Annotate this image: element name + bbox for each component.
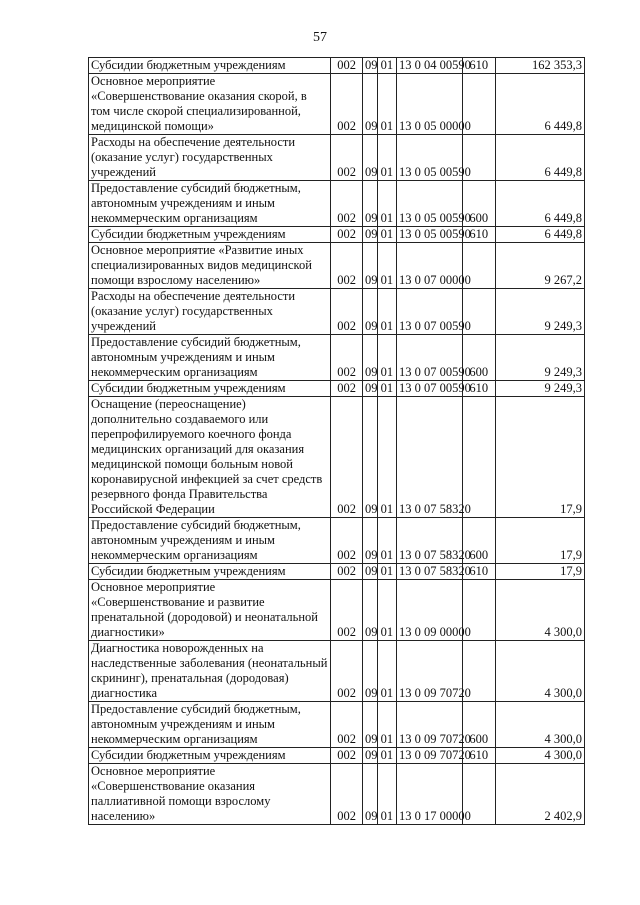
subsection-code-cell: 01 [377,289,396,335]
target-article-cell: 13 0 07 58320 [396,564,462,580]
amount-cell: 17,9 [495,397,584,518]
subsection-code-cell: 01 [377,135,396,181]
section-code-cell: 09 [363,243,378,289]
ministry-code-cell: 002 [331,181,363,227]
target-article-cell: 13 0 05 00590 [396,135,462,181]
section-code-cell: 09 [363,381,378,397]
table-row [89,397,585,518]
target-article-cell: 13 0 07 00590 [396,381,462,397]
row-name-cell: Диагностика новорожденных на наследственные заболевания (неонатальный скрининг), пренатальная (дородовая) диагностика [89,641,331,702]
ministry-code-cell: 002 [331,335,363,381]
row-name-cell: Предоставление субсидий бюджетным, автономным учреждениям и иным некоммерческим организациям [89,702,331,748]
section-code-cell: 09 [363,135,378,181]
expense-type-cell: 600 [462,518,495,564]
section-code-cell: 09 [363,641,378,702]
amount-cell: 162 353,3 [495,58,584,74]
table-row [89,289,585,335]
expense-type-cell: 610 [462,58,495,74]
ministry-code-cell: 002 [331,227,363,243]
subsection-code-cell: 01 [377,518,396,564]
expense-type-cell: 610 [462,564,495,580]
subsection-code-cell: 01 [377,58,396,74]
table-row [89,243,585,289]
section-code-cell: 09 [363,748,378,764]
subsection-code-cell: 01 [377,227,396,243]
amount-cell: 9 249,3 [495,289,584,335]
section-code-cell: 09 [363,564,378,580]
table-row [89,748,585,764]
subsection-code-cell: 01 [377,641,396,702]
target-article-cell: 13 0 09 70720 [396,641,462,702]
ministry-code-cell: 002 [331,702,363,748]
target-article-cell: 13 0 07 00590 [396,289,462,335]
section-code-cell: 09 [363,580,378,641]
expense-type-cell: 610 [462,381,495,397]
table-row [89,335,585,381]
section-code-cell: 09 [363,181,378,227]
row-name-cell: Основное мероприятие «Совершенствование оказания паллиативной помощи взрослому населению» [89,764,331,825]
subsection-code-cell: 01 [377,74,396,135]
target-article-cell: 13 0 07 00000 [396,243,462,289]
amount-cell: 9 267,2 [495,243,584,289]
table-row [89,135,585,181]
amount-cell: 6 449,8 [495,74,584,135]
amount-cell: 2 402,9 [495,764,584,825]
target-article-cell: 13 0 09 70720 [396,702,462,748]
ministry-code-cell: 002 [331,381,363,397]
budget-table [88,57,585,825]
ministry-code-cell: 002 [331,641,363,702]
target-article-cell: 13 0 07 00590 [396,335,462,381]
target-article-cell: 13 0 05 00000 [396,74,462,135]
section-code-cell: 09 [363,335,378,381]
section-code-cell: 09 [363,74,378,135]
subsection-code-cell: 01 [377,564,396,580]
amount-cell: 9 249,3 [495,335,584,381]
ministry-code-cell: 002 [331,243,363,289]
section-code-cell: 09 [363,289,378,335]
amount-cell: 4 300,0 [495,702,584,748]
section-code-cell: 09 [363,397,378,518]
target-article-cell: 13 0 17 00000 [396,764,462,825]
section-code-cell: 09 [363,764,378,825]
ministry-code-cell: 002 [331,580,363,641]
ministry-code-cell: 002 [331,74,363,135]
table-row [89,764,585,825]
row-name-cell: Субсидии бюджетным учреждениям [89,564,331,580]
row-name-cell: Предоставление субсидий бюджетным, автономным учреждениям и иным некоммерческим организациям [89,181,331,227]
target-article-cell: 13 0 05 00590 [396,181,462,227]
row-name-cell: Основное мероприятие «Развитие иных специализированных видов медицинской помощи взрослому населению» [89,243,331,289]
ministry-code-cell: 002 [331,564,363,580]
subsection-code-cell: 01 [377,381,396,397]
table-row [89,564,585,580]
row-name-cell: Оснащение (переоснащение) дополнительно создаваемого или перепрофилируемого коечного фонда медицинских организаций для оказания медицинской помощи больным новой коронавирусной инфекцией за счет средств резервного фонда Правительства Российской Федерации [89,397,331,518]
table-row [89,227,585,243]
section-code-cell: 09 [363,702,378,748]
ministry-code-cell: 002 [331,58,363,74]
expense-type-cell: 600 [462,181,495,227]
section-code-cell: 09 [363,227,378,243]
table-row [89,58,585,74]
row-name-cell: Основное мероприятие «Совершенствование оказания скорой, в том числе скорой специализированной, медицинской помощи» [89,74,331,135]
target-article-cell: 13 0 04 00590 [396,58,462,74]
amount-cell: 17,9 [495,518,584,564]
row-name-cell: Предоставление субсидий бюджетным, автономным учреждениям и иным некоммерческим организациям [89,518,331,564]
expense-type-cell: 600 [462,335,495,381]
target-article-cell: 13 0 09 70720 [396,748,462,764]
amount-cell: 9 249,3 [495,381,584,397]
target-article-cell: 13 0 07 58320 [396,518,462,564]
table-row [89,181,585,227]
ministry-code-cell: 002 [331,748,363,764]
row-name-cell: Субсидии бюджетным учреждениям [89,58,331,74]
amount-cell: 4 300,0 [495,748,584,764]
table-row [89,702,585,748]
row-name-cell: Субсидии бюджетным учреждениям [89,748,331,764]
amount-cell: 4 300,0 [495,641,584,702]
target-article-cell: 13 0 05 00590 [396,227,462,243]
subsection-code-cell: 01 [377,748,396,764]
ministry-code-cell: 002 [331,397,363,518]
row-name-cell: Субсидии бюджетным учреждениям [89,381,331,397]
subsection-code-cell: 01 [377,702,396,748]
table-row [89,518,585,564]
table-row [89,641,585,702]
amount-cell: 6 449,8 [495,227,584,243]
section-code-cell: 09 [363,518,378,564]
budget-table-body [89,58,585,825]
table-row [89,580,585,641]
target-article-cell: 13 0 07 58320 [396,397,462,518]
row-name-cell: Субсидии бюджетным учреждениям [89,227,331,243]
subsection-code-cell: 01 [377,243,396,289]
subsection-code-cell: 01 [377,580,396,641]
amount-cell: 4 300,0 [495,580,584,641]
subsection-code-cell: 01 [377,397,396,518]
target-article-cell: 13 0 09 00000 [396,580,462,641]
row-name-cell: Предоставление субсидий бюджетным, автономным учреждениям и иным некоммерческим организациям [89,335,331,381]
ministry-code-cell: 002 [331,518,363,564]
expense-type-cell: 610 [462,227,495,243]
table-row [89,74,585,135]
expense-type-cell: 610 [462,748,495,764]
row-name-cell: Расходы на обеспечение деятельности (оказание услуг) государственных учреждений [89,135,331,181]
table-row [89,381,585,397]
ministry-code-cell: 002 [331,764,363,825]
subsection-code-cell: 01 [377,181,396,227]
amount-cell: 6 449,8 [495,181,584,227]
row-name-cell: Расходы на обеспечение деятельности (оказание услуг) государственных учреждений [89,289,331,335]
subsection-code-cell: 01 [377,335,396,381]
amount-cell: 6 449,8 [495,135,584,181]
section-code-cell: 09 [363,58,378,74]
ministry-code-cell: 002 [331,135,363,181]
expense-type-cell [462,397,495,518]
page-number: 57 [313,30,327,45]
ministry-code-cell: 002 [331,289,363,335]
expense-type-cell: 600 [462,702,495,748]
row-name-cell: Основное мероприятие «Совершенствование и развитие пренатальной (дородовой) и неонатальной диагностики» [89,580,331,641]
subsection-code-cell: 01 [377,764,396,825]
amount-cell: 17,9 [495,564,584,580]
